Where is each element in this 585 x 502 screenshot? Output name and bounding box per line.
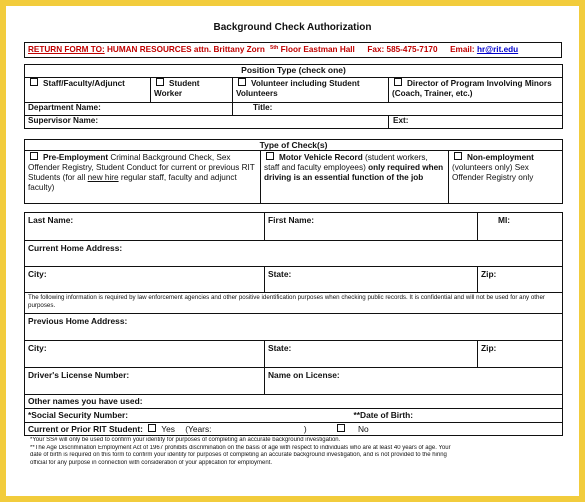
footnotes bbox=[30, 437, 560, 467]
type-of-check-header: Type of Check(s) bbox=[25, 140, 563, 151]
return-form-banner bbox=[24, 42, 562, 58]
option-student-worker[interactable]: Student Worker bbox=[151, 78, 233, 103]
footnote: official for any purpose in connection with consideration of your application for employment. bbox=[30, 459, 273, 466]
mi-field[interactable]: MI: bbox=[478, 213, 563, 241]
option-staff[interactable]: Staff/Faculty/Adjunct bbox=[25, 78, 151, 103]
no-checkbox[interactable] bbox=[337, 424, 345, 432]
ssn-field[interactable]: *Social Security Number: bbox=[25, 409, 478, 423]
checkbox[interactable] bbox=[30, 78, 38, 86]
email-label: Email: bbox=[450, 45, 475, 54]
email-link[interactable]: hr@rit.edu bbox=[476, 45, 519, 54]
ext-field[interactable]: Ext: bbox=[389, 116, 563, 129]
previous-address-field[interactable]: Previous Home Address: bbox=[25, 314, 563, 341]
floor-number: 5 bbox=[270, 45, 274, 51]
check-motor-vehicle[interactable]: Motor Vehicle Record (student workers, staff and faculty employees) only required when driving is an essential function of the job bbox=[261, 151, 449, 204]
years-label: (Years: bbox=[185, 424, 212, 434]
position-table bbox=[24, 64, 563, 129]
department-name-field[interactable]: Department Name: bbox=[25, 103, 233, 116]
dob-label[interactable]: **Date of Birth: bbox=[353, 410, 414, 420]
position-type-header: Position Type (check one) bbox=[25, 65, 563, 78]
state-field-2[interactable]: State: bbox=[265, 341, 478, 368]
checkbox[interactable] bbox=[394, 78, 402, 86]
form-title: Background Check Authorization bbox=[213, 22, 372, 33]
floor-location: Floor Eastman Hall bbox=[280, 45, 355, 54]
title-field[interactable]: Title: bbox=[233, 103, 563, 116]
check-type-table bbox=[24, 139, 563, 204]
check-non-employment[interactable]: Non-employment (volunteers only) Sex Offender Registry only bbox=[449, 151, 563, 204]
option-volunteer[interactable]: Volunteer including Student Volunteers bbox=[233, 78, 389, 103]
state-field[interactable]: State: bbox=[265, 267, 478, 293]
return-dept: HUMAN RESOURCES attn. Brittany Zorn bbox=[107, 45, 265, 54]
last-name-field[interactable]: Last Name: bbox=[25, 213, 265, 241]
checkbox[interactable] bbox=[30, 152, 38, 160]
personal-info-table bbox=[24, 212, 563, 436]
yes-checkbox[interactable] bbox=[148, 424, 156, 432]
form-sheet bbox=[6, 6, 579, 496]
current-address-field[interactable]: Current Home Address: bbox=[25, 241, 563, 267]
checkbox[interactable] bbox=[454, 152, 462, 160]
zip-field-2[interactable]: Zip: bbox=[478, 341, 563, 368]
zip-field[interactable]: Zip: bbox=[478, 267, 563, 293]
name-on-license-field[interactable]: Name on License: bbox=[265, 368, 563, 395]
option-director[interactable]: Director of Program Involving Minors (Coach, Trainer, etc.) bbox=[389, 78, 563, 103]
check-pre-employment[interactable]: Pre-Employment Criminal Background Check, Sex Offender Registry, Student Conduct for current or previous RIT Students (for all new hire regular staff, faculty and adjunct faculty) bbox=[25, 151, 261, 204]
floor-suffix: th bbox=[273, 45, 279, 51]
rit-student-label: Current or Prior RIT Student: bbox=[28, 424, 143, 434]
yes-label: Yes bbox=[161, 424, 175, 434]
city-field[interactable]: City: bbox=[25, 267, 265, 293]
other-names-field[interactable]: Other names you have used: bbox=[25, 395, 563, 409]
fax-number: Fax: 585-475-7170 bbox=[367, 45, 438, 54]
checkbox[interactable] bbox=[156, 78, 164, 86]
city-field-2[interactable]: City: bbox=[25, 341, 265, 368]
return-label: RETURN FORM TO: bbox=[28, 45, 105, 54]
rit-student-row bbox=[25, 423, 563, 436]
confidentiality-notice: The following information is required by law enforcement agencies and other positive identification purposes when checking public records. It is confidential and will not be used for any other purposes. bbox=[25, 293, 563, 314]
first-name-field[interactable]: First Name: bbox=[265, 213, 478, 241]
years-close: ) bbox=[303, 424, 307, 434]
footnote: **The Age Discrimination Employment Act of 1967 prohibits discrimination on the basis of age with respect to individuals who are at least 40 years of age. Your bbox=[30, 444, 451, 451]
footnote: date of birth is required on this form to confirm your identity for purposes of completing an accurate background investigation, and is not provided to the hiring bbox=[30, 452, 447, 459]
dob-field bbox=[353, 409, 563, 423]
footnote: *Your SS# will only be used to confirm your identity for purposes of completing an accurate background investigation. bbox=[30, 437, 341, 443]
drivers-license-field[interactable]: Driver's License Number: bbox=[25, 368, 265, 395]
supervisor-name-field[interactable]: Supervisor Name: bbox=[25, 116, 389, 129]
checkbox[interactable] bbox=[238, 78, 246, 86]
no-label: No bbox=[357, 424, 369, 434]
checkbox[interactable] bbox=[266, 152, 274, 160]
